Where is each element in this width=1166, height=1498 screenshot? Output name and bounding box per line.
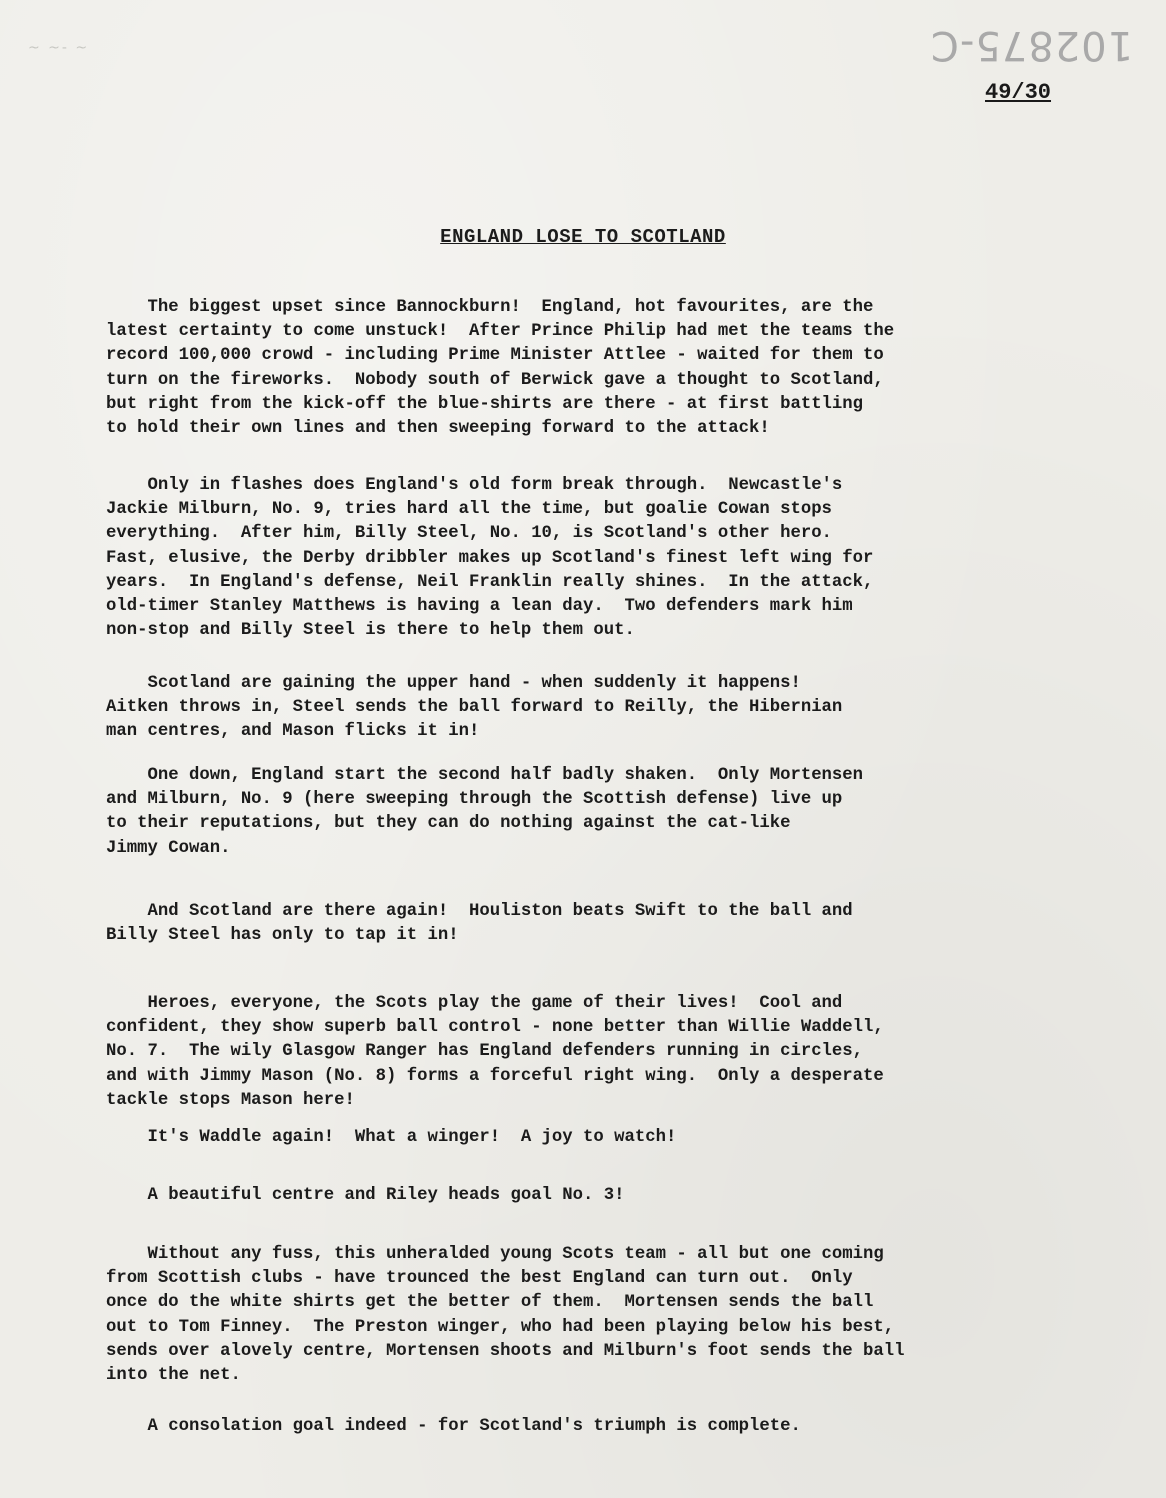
paragraph-1: The biggest upset since Bannockburn! England, hot favourites, are the latest certainty to come unstuck! After Prince Philip had met the teams the record 100,000 crowd - including Prime Minister Attlee - waited for them to turn on the fireworks. Nobody south of Berwick gave a thought to Scotland, but right from the kick-off the blue-shirts are there - at first battling to hold their own lines and then sweeping forward to the attack! <box>106 298 895 439</box>
paragraph-5: And Scotland are there again! Houliston beats Swift to the ball and Billy Steel has only to tap it in! <box>106 902 853 946</box>
paragraph-7: It's Waddle again! What a winger! A joy to watch! <box>106 1128 677 1147</box>
paragraph-6: Heroes, everyone, the Scots play the game of their lives! Cool and confident, they show superb ball control - none better than Willie Waddell, No. 7. The wily Glasgow Ranger has England defenders running in circles, and with Jimmy Mason (No. 8) forms a forceful right wing. Only a desperate tackle stops Mason here! <box>106 994 884 1110</box>
document-title: ENGLAND LOSE TO SCOTLAND <box>440 226 726 248</box>
paragraph-8: A beautiful centre and Riley heads goal No. 3! <box>106 1186 625 1205</box>
paragraph-2: Only in flashes does England's old form break through. Newcastle's Jackie Milburn, No. 9, tries hard all the time, but goalie Cowan stops everything. After him, Billy Steel, No. 10, is Scotland's other hero. Fast, elusive, the Derby dribbler makes up Scotland's finest left wing for years. In England's defense, Neil Franklin really shines. In the attack, old-timer Stanley Matthews is having a lean day. Two defenders mark him non-stop and Billy Steel is there to help them out. <box>106 476 874 641</box>
file-reference: 49/30 <box>985 80 1052 105</box>
handwritten-number: 102875-C <box>930 22 1134 68</box>
paragraph-10: A consolation goal indeed - for Scotland's triumph is complete. <box>106 1417 801 1436</box>
paragraph-3: Scotland are gaining the upper hand - when suddenly it happens! Aitken throws in, Steel sends the ball forward to Reilly, the Hibernian man centres, and Mason flicks it in! <box>106 674 843 742</box>
paragraph-9: Without any fuss, this unheralded young Scots team - all but one coming from Scottish clubs - have trounced the best England can turn out. Only once do the white shirts get the better of them. Mortensen sends the ball out to Tom Finney. The Preston winger, who had been playing below his best, sends over alovely centre, Mortensen shoots and Milburn's foot sends the ball into the net. <box>106 1245 905 1386</box>
paragraph-4: One down, England start the second half badly shaken. Only Mortensen and Milburn, No. 9 (here sweeping through the Scottish defense) live up to their reputations, but they can do nothing against the cat-like Jimmy Cowan. <box>106 766 864 858</box>
margin-scribble: ~ ~- ~ <box>28 40 90 56</box>
